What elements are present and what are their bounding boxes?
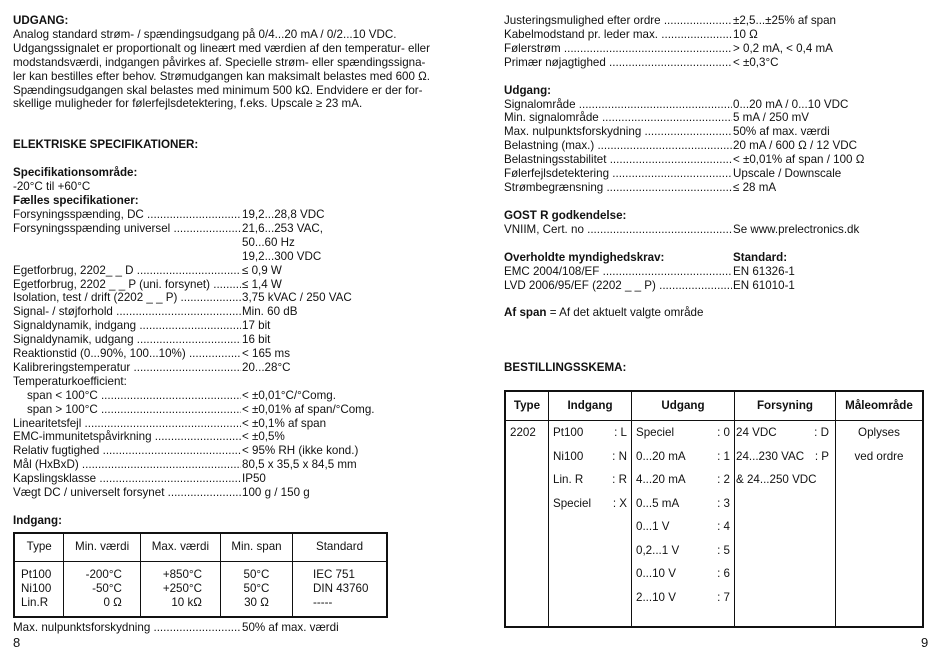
column-header: Forsyning [735, 391, 836, 421]
option-code: : P [814, 449, 829, 463]
option-code: : 7 [717, 590, 730, 604]
spec-value: < ±0,01°C/°Comg. [242, 388, 336, 402]
option-row [553, 450, 627, 474]
spec-row [13, 472, 453, 486]
spec-value: < 165 ms [242, 347, 291, 361]
spec-value: 50% af max. værdi [242, 620, 339, 634]
spec-label: Belastningsstabilitet ..... [504, 153, 732, 167]
cell-value: -50°C [92, 581, 122, 595]
option-row [736, 473, 829, 497]
option-row [636, 450, 730, 474]
spec-value: EN 61010-1 [733, 278, 795, 292]
option-name: 4...20 mA [636, 473, 686, 487]
spec-value: 3,75 kVAC / 250 VAC [242, 291, 352, 305]
temp-koeff-label: Temperaturkoefficient: [13, 374, 127, 388]
maaleomraade-value: ved ordre [854, 449, 904, 463]
spec-row [13, 389, 453, 403]
table-cell [64, 561, 140, 617]
spec-label: Egetforbrug, 2202 _ _ P (uni. forsynet) ..... [13, 278, 241, 292]
spec-row [13, 430, 453, 444]
option-code: : 3 [717, 496, 730, 510]
option-row [553, 473, 627, 497]
spec-value: Se www.prelectronics.dk [733, 222, 860, 236]
spec-label: Kabelmodstand pr. leder max. ..... [504, 28, 732, 42]
spec-value: ≤ 1,4 W [242, 277, 282, 291]
maaleomraade-cell [836, 421, 924, 628]
spec-value: ≤ 0,9 W [242, 263, 282, 277]
column-header: Type [14, 533, 64, 562]
spec-label: Mål (HxBxD) ..... [13, 458, 241, 472]
spec-value: 0...20 mA / 0...10 VDC [733, 97, 849, 111]
spec-row [13, 444, 453, 458]
spec-label: Max. nulpunktsforskydning ..... [13, 621, 241, 635]
udgang-line: skellige muligheder for følerfejlsdetektering, f.eks. Upscale ≥ 23 mA. [13, 97, 363, 111]
spec-omraade-heading: Specifikationsområde: [13, 166, 138, 180]
option-row [636, 473, 730, 497]
udgang-subheading: Udgang: [504, 83, 552, 97]
spec-label: LVD 2006/95/EF (2202 _ _ P) ..... [504, 279, 732, 293]
left-page [13, 14, 453, 635]
table-row [14, 561, 387, 617]
cell-value: Ni100 [21, 581, 52, 595]
page-number-left: 8 [13, 635, 21, 650]
spec-row [504, 265, 924, 279]
option-name: 0...20 mA [636, 449, 686, 463]
spec-row [13, 361, 453, 375]
spec-row [504, 167, 924, 181]
table-row [505, 421, 923, 628]
option-code: : L [614, 426, 627, 440]
option-code: : 4 [717, 520, 730, 534]
column-header: Type [505, 391, 549, 421]
indgang-table [13, 532, 388, 618]
option-code: : R [612, 473, 627, 487]
spec-value: 20...28°C [242, 360, 291, 374]
spec-value: < 95% RH (ikke kond.) [242, 444, 359, 458]
spec-value: 10 Ω [733, 27, 758, 41]
spec-row [504, 14, 924, 28]
spec-value: 50% af max. værdi [733, 125, 830, 139]
option-row [636, 497, 730, 521]
udgang-line: modstandsværdi, indgangen påvirkes af. Specielle strøm- eller spændingssigna- [13, 55, 426, 69]
page-number-right: 9 [921, 635, 929, 650]
spec-label: VNIIM, Cert. no ..... [504, 223, 732, 237]
table-cell [14, 561, 64, 617]
spec-label: Belastning (max.) ..... [504, 139, 732, 153]
spec-value: 17 bit [242, 319, 271, 333]
spec-value: 16 bit [242, 333, 271, 347]
column-header: Min. værdi [64, 533, 140, 562]
option-name: 0...1 V [636, 520, 670, 534]
spec-label: Strømbegrænsning ..... [504, 181, 732, 195]
spec-row [504, 223, 924, 237]
option-name: 0...10 V [636, 567, 676, 581]
spec-label: Signaldynamik, udgang ..... [13, 333, 241, 347]
option-row [636, 520, 730, 544]
spec-value: < ±0,1% af span [242, 416, 327, 430]
spec-value: Min. 60 dB [242, 305, 298, 319]
spec-value: ±2,5...±25% af span [733, 14, 836, 27]
spec-value: < ±0,01% af span / 100 Ω [733, 153, 865, 167]
spec-omraade-value: -20°C til +60°C [13, 180, 91, 194]
spec-value: 5 mA / 250 mV [733, 111, 810, 125]
option-code: : D [814, 426, 829, 440]
spec-label: Kalibreringstemperatur ..... [13, 361, 241, 375]
spec-row [13, 208, 453, 222]
spec-row [13, 458, 453, 472]
cell-value: Pt100 [21, 567, 52, 581]
spec-value: 80,5 x 35,5 x 84,5 mm [242, 458, 357, 472]
right-page [504, 14, 924, 628]
option-name: 0...5 mA [636, 496, 680, 510]
spec-row [504, 153, 924, 167]
spec-label: Følerstrøm ..... [504, 42, 732, 56]
spec-value: Upscale / Downscale [733, 167, 842, 181]
cell-value: 10 kΩ [171, 595, 202, 609]
option-name: 24 VDC [736, 426, 777, 440]
spec-row [13, 236, 453, 250]
spec-row [13, 250, 453, 264]
udgang-line: Analog standard strøm- / spændingsudgang på 0/4...20 mA / 0/2...10 VDC. [13, 27, 397, 41]
spec-row [504, 98, 924, 112]
udgang-heading: UDGANG: [13, 14, 69, 27]
spec-label: Følerfejlsdetektering ..... [504, 167, 732, 181]
spec-row [13, 347, 453, 361]
spec-row [13, 403, 453, 417]
specs-list [13, 208, 453, 500]
spec-row [13, 621, 453, 635]
spec-row [13, 319, 453, 333]
option-name: 0,2...1 V [636, 543, 680, 557]
spec-value: 21,6...253 VAC, [242, 221, 323, 235]
udgang-line: Spændingsudgangen skal belastes med minimum 500 kΩ. Endvidere er der for- [13, 83, 423, 97]
gost-heading: GOST R godkendelse: [504, 208, 627, 222]
cell-value: 0 Ω [103, 595, 122, 609]
cell-value: -200°C [85, 567, 122, 581]
spec-label: Linearitetsfejl ..... [13, 417, 241, 431]
option-name: Speciel [553, 496, 592, 510]
spec-row [504, 139, 924, 153]
maaleomraade-value: Oplyses [858, 426, 900, 440]
spec-value: 19,2...300 VDC [242, 249, 322, 263]
spec-label: EMC 2004/108/EF ..... [504, 265, 732, 279]
udgang-line: ler kan bestilles efter behov. Strømudgangen kan maksimalt belastes med 600 Ω. [13, 69, 431, 83]
spec-value: EN 61326-1 [733, 264, 795, 278]
udgang-cell [632, 421, 735, 628]
cell-value: IEC 751 [313, 567, 355, 581]
table-cell [293, 561, 388, 617]
option-code: : 5 [717, 543, 730, 557]
spec-label: Primær nøjagtighed ..... [504, 56, 732, 70]
option-code: : N [612, 449, 627, 463]
option-name: Pt100 [553, 426, 584, 440]
spec-row [13, 222, 453, 236]
cell-value: ----- [313, 595, 333, 609]
table-cell [140, 561, 220, 617]
af-span-text: = Af det aktuelt valgte område [546, 306, 704, 320]
spec-value: < ±0,5% [242, 430, 285, 444]
cell-value: +250°C [162, 581, 202, 595]
type-value: 2202 [510, 426, 536, 440]
cell-value: 50°C [243, 567, 270, 581]
option-row [736, 426, 829, 450]
option-row [636, 567, 730, 591]
option-code: : 6 [717, 567, 730, 581]
column-header: Udgang [632, 391, 735, 421]
spec-row [504, 181, 924, 195]
cell-value: DIN 43760 [313, 581, 369, 595]
column-header: Standard [293, 533, 388, 562]
option-row [636, 544, 730, 568]
spec-row [13, 333, 453, 347]
spec-value: IP50 [242, 472, 266, 486]
option-row [636, 426, 730, 450]
spec-label: span < 100°C ..... [13, 389, 241, 403]
spec-value: < ±0,3°C [733, 55, 779, 69]
bestilling-table [504, 390, 924, 628]
elektriske-heading: ELEKTRISKE SPECIFIKATIONER: [13, 138, 199, 152]
column-header: Min. span [220, 533, 292, 562]
type-cell [505, 421, 549, 628]
spec-label: Vægt DC / universelt forsynet ..... [13, 486, 241, 500]
spec-row [504, 56, 924, 70]
option-name: & 24...250 VDC [736, 473, 817, 487]
spec-label: Signaldynamik, indgang ..... [13, 319, 241, 333]
myndighed-heading: Overholdte myndighedskrav: [504, 250, 665, 264]
option-code: : 2 [717, 473, 730, 487]
bestilling-heading: BESTILLINGSSKEMA: [504, 361, 627, 375]
af-span-bold: Af span [504, 306, 547, 320]
spec-label: Reaktionstid (0...90%, 100...10%) ..... [13, 347, 241, 361]
spec-label: Max. nulpunktsforskydning ..... [504, 125, 732, 139]
indgang-cell [549, 421, 632, 628]
spec-row [13, 417, 453, 431]
standard-heading: Standard: [733, 250, 788, 264]
option-code: : X [612, 496, 627, 510]
indgang-heading: Indgang: [13, 514, 62, 527]
spec-row [13, 264, 453, 278]
spec-label: span > 100°C ..... [13, 403, 241, 417]
spec-row [504, 125, 924, 139]
spec-label: Signal- / støjforhold ..... [13, 305, 241, 319]
option-name: 24...230 VAC [736, 449, 805, 463]
spec-value: ≤ 28 mA [733, 180, 777, 194]
table-header-row [505, 391, 923, 421]
column-header: Indgang [549, 391, 632, 421]
spec-row [13, 486, 453, 500]
spec-label: Kapslingsklasse ..... [13, 472, 241, 486]
af-span-note [504, 306, 924, 320]
spec-label: Signalområde ..... [504, 98, 732, 112]
spec-row [504, 28, 924, 42]
cell-value: +850°C [162, 567, 202, 581]
option-row [736, 450, 829, 474]
spec-label: Justeringsmulighed efter ordre ..... [504, 14, 732, 28]
spec-row [504, 42, 924, 56]
spec-value: 19,2...28,8 VDC [242, 207, 325, 221]
option-code: : 0 [717, 426, 730, 440]
option-code: : 1 [717, 449, 730, 463]
option-name: Speciel [636, 426, 675, 440]
option-row [553, 426, 627, 450]
udgang-text [13, 28, 453, 111]
cell-value: 30 Ω [244, 595, 269, 609]
spec-label: Egetforbrug, 2202_ _ D ..... [13, 264, 241, 278]
option-name: 2...10 V [636, 590, 676, 604]
spec-value: 20 mA / 600 Ω / 12 VDC [733, 139, 858, 153]
spec-value: 100 g / 150 g [242, 486, 310, 500]
option-name: Ni100 [553, 449, 584, 463]
spec-label: Forsyningsspænding, DC ..... [13, 208, 241, 222]
spec-row [13, 291, 453, 305]
spec-label: Forsyningsspænding universel ..... [13, 222, 241, 236]
forsyning-cell [735, 421, 836, 628]
spec-label: EMC-immunitetspåvirkning ..... [13, 430, 241, 444]
spec-label: Relativ fugtighed ..... [13, 444, 241, 458]
option-name: Lin. R [553, 473, 584, 487]
spec-row [504, 111, 924, 125]
spec-value: < ±0,01% af span/°Comg. [242, 402, 375, 416]
spec-label: Min. signalområde ..... [504, 111, 732, 125]
spec-row [13, 278, 453, 292]
table-header-row [14, 533, 387, 562]
cell-value: 50°C [243, 581, 270, 595]
spec-row [13, 305, 453, 319]
spec-row [504, 279, 924, 293]
table-cell [220, 561, 292, 617]
option-row [553, 497, 627, 521]
column-header: Max. værdi [140, 533, 220, 562]
option-row [636, 591, 730, 615]
faelles-heading: Fælles specifikationer: [13, 194, 139, 208]
spec-label: Isolation, test / drift (2202 _ _ P) ..... [13, 291, 241, 305]
column-header: Måleområde [836, 391, 924, 421]
myndighed-heading-row [504, 251, 924, 265]
spec-value: 50...60 Hz [242, 235, 295, 249]
udgang-line: Udgangssignalet er proportionalt og lineært med værdien af den temperatur- eller [13, 41, 430, 55]
cell-value: Lin.R [21, 595, 49, 609]
spec-value: > 0,2 mA, < 0,4 mA [733, 41, 833, 55]
